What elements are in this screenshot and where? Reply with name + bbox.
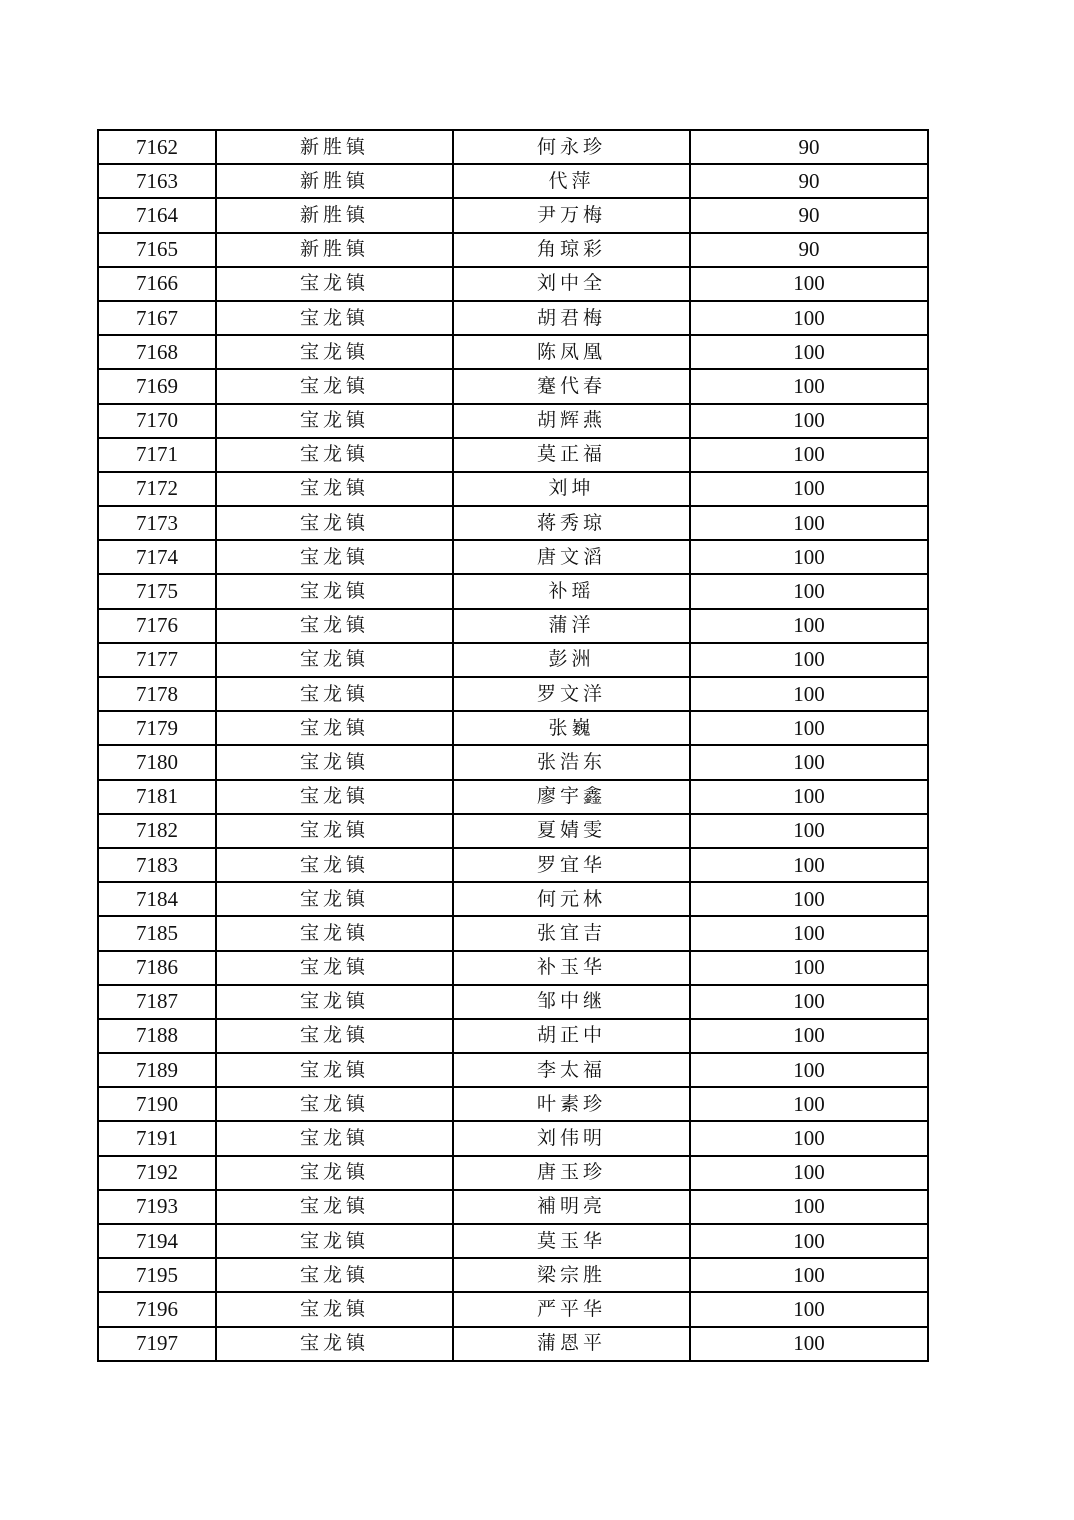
cell-serial-number: 7184	[98, 882, 216, 916]
cell-person-name: 角琼彩	[453, 233, 690, 267]
cell-serial-number: 7181	[98, 780, 216, 814]
cell-serial-number: 7193	[98, 1190, 216, 1224]
cell-town: 宝龙镇	[216, 1156, 453, 1190]
cell-serial-number: 7162	[98, 130, 216, 164]
cell-serial-number: 7179	[98, 711, 216, 745]
cell-serial-number: 7182	[98, 814, 216, 848]
cell-serial-number: 7192	[98, 1156, 216, 1190]
cell-serial-number: 7183	[98, 848, 216, 882]
cell-serial-number: 7185	[98, 916, 216, 950]
table-row	[98, 130, 928, 164]
cell-town: 宝龙镇	[216, 745, 453, 779]
table-row	[98, 1224, 928, 1258]
cell-serial-number: 7190	[98, 1087, 216, 1121]
table-row	[98, 643, 928, 677]
cell-amount: 100	[690, 574, 928, 608]
cell-amount: 90	[690, 233, 928, 267]
cell-town: 宝龙镇	[216, 574, 453, 608]
table-row	[98, 1156, 928, 1190]
cell-serial-number: 7178	[98, 677, 216, 711]
cell-person-name: 刘伟明	[453, 1121, 690, 1155]
table-row	[98, 609, 928, 643]
table-row	[98, 814, 928, 848]
table-row	[98, 1292, 928, 1326]
cell-amount: 100	[690, 1087, 928, 1121]
cell-amount: 100	[690, 506, 928, 540]
cell-person-name: 何元林	[453, 882, 690, 916]
cell-town: 宝龙镇	[216, 301, 453, 335]
table-row	[98, 780, 928, 814]
cell-town: 宝龙镇	[216, 916, 453, 950]
cell-town: 宝龙镇	[216, 609, 453, 643]
table-row	[98, 198, 928, 232]
cell-amount: 100	[690, 780, 928, 814]
cell-amount: 100	[690, 369, 928, 403]
cell-amount: 100	[690, 951, 928, 985]
cell-amount: 100	[690, 1156, 928, 1190]
cell-person-name: 刘坤	[453, 472, 690, 506]
cell-town: 宝龙镇	[216, 1258, 453, 1292]
cell-amount: 100	[690, 1053, 928, 1087]
cell-person-name: 胡辉燕	[453, 404, 690, 438]
cell-serial-number: 7176	[98, 609, 216, 643]
table-row	[98, 848, 928, 882]
table-row	[98, 506, 928, 540]
cell-amount: 100	[690, 814, 928, 848]
table-row	[98, 711, 928, 745]
cell-amount: 90	[690, 198, 928, 232]
cell-town: 宝龙镇	[216, 985, 453, 1019]
cell-serial-number: 7196	[98, 1292, 216, 1326]
cell-town: 新胜镇	[216, 164, 453, 198]
cell-amount: 100	[690, 1121, 928, 1155]
cell-serial-number: 7170	[98, 404, 216, 438]
cell-town: 新胜镇	[216, 198, 453, 232]
cell-town: 宝龙镇	[216, 677, 453, 711]
cell-person-name: 何永珍	[453, 130, 690, 164]
table-row	[98, 574, 928, 608]
cell-town: 新胜镇	[216, 130, 453, 164]
table-row	[98, 882, 928, 916]
cell-person-name: 蒲洋	[453, 609, 690, 643]
cell-person-name: 补瑶	[453, 574, 690, 608]
cell-serial-number: 7172	[98, 472, 216, 506]
cell-town: 宝龙镇	[216, 369, 453, 403]
table-row	[98, 267, 928, 301]
roster-table-body	[98, 130, 928, 1361]
cell-town: 宝龙镇	[216, 1019, 453, 1053]
table-row	[98, 985, 928, 1019]
cell-town: 宝龙镇	[216, 1190, 453, 1224]
cell-person-name: 尹万梅	[453, 198, 690, 232]
cell-amount: 100	[690, 438, 928, 472]
cell-person-name: 叶素珍	[453, 1087, 690, 1121]
cell-town: 宝龙镇	[216, 472, 453, 506]
cell-amount: 100	[690, 335, 928, 369]
cell-town: 宝龙镇	[216, 1292, 453, 1326]
table-row	[98, 1190, 928, 1224]
cell-town: 新胜镇	[216, 233, 453, 267]
table-row	[98, 1087, 928, 1121]
cell-town: 宝龙镇	[216, 404, 453, 438]
table-row	[98, 1053, 928, 1087]
cell-town: 宝龙镇	[216, 1053, 453, 1087]
cell-town: 宝龙镇	[216, 540, 453, 574]
table-row	[98, 745, 928, 779]
cell-person-name: 胡君梅	[453, 301, 690, 335]
cell-person-name: 罗宜华	[453, 848, 690, 882]
cell-serial-number: 7197	[98, 1327, 216, 1361]
cell-person-name: 张巍	[453, 711, 690, 745]
cell-person-name: 廖宇鑫	[453, 780, 690, 814]
table-row	[98, 233, 928, 267]
cell-person-name: 李太福	[453, 1053, 690, 1087]
cell-person-name: 张宜吉	[453, 916, 690, 950]
cell-person-name: 梁宗胜	[453, 1258, 690, 1292]
cell-serial-number: 7186	[98, 951, 216, 985]
cell-serial-number: 7188	[98, 1019, 216, 1053]
cell-amount: 100	[690, 1190, 928, 1224]
cell-amount: 100	[690, 677, 928, 711]
cell-person-name: 唐玉珍	[453, 1156, 690, 1190]
table-row	[98, 472, 928, 506]
cell-serial-number: 7163	[98, 164, 216, 198]
table-row	[98, 1019, 928, 1053]
cell-amount: 100	[690, 1224, 928, 1258]
cell-amount: 100	[690, 267, 928, 301]
table-row	[98, 1258, 928, 1292]
cell-amount: 100	[690, 540, 928, 574]
cell-person-name: 补玉华	[453, 951, 690, 985]
cell-amount: 100	[690, 1019, 928, 1053]
cell-amount: 100	[690, 643, 928, 677]
table-row	[98, 951, 928, 985]
table-row	[98, 540, 928, 574]
cell-town: 宝龙镇	[216, 267, 453, 301]
cell-serial-number: 7171	[98, 438, 216, 472]
cell-person-name: 刘中全	[453, 267, 690, 301]
cell-person-name: 夏婧雯	[453, 814, 690, 848]
cell-amount: 100	[690, 1258, 928, 1292]
cell-amount: 100	[690, 472, 928, 506]
cell-person-name: 補明亮	[453, 1190, 690, 1224]
cell-person-name: 严平华	[453, 1292, 690, 1326]
cell-serial-number: 7166	[98, 267, 216, 301]
cell-amount: 100	[690, 1327, 928, 1361]
cell-serial-number: 7195	[98, 1258, 216, 1292]
cell-serial-number: 7177	[98, 643, 216, 677]
cell-person-name: 张浩东	[453, 745, 690, 779]
cell-town: 宝龙镇	[216, 643, 453, 677]
table-row	[98, 404, 928, 438]
cell-person-name: 莫玉华	[453, 1224, 690, 1258]
cell-amount: 90	[690, 164, 928, 198]
cell-serial-number: 7187	[98, 985, 216, 1019]
cell-person-name: 唐文滔	[453, 540, 690, 574]
table-row	[98, 677, 928, 711]
cell-person-name: 彭洲	[453, 643, 690, 677]
cell-person-name: 蒲恩平	[453, 1327, 690, 1361]
cell-town: 宝龙镇	[216, 848, 453, 882]
table-row	[98, 164, 928, 198]
roster-table	[97, 129, 929, 1362]
cell-town: 宝龙镇	[216, 882, 453, 916]
cell-serial-number: 7167	[98, 301, 216, 335]
cell-amount: 100	[690, 985, 928, 1019]
cell-serial-number: 7169	[98, 369, 216, 403]
cell-person-name: 代萍	[453, 164, 690, 198]
cell-person-name: 陈凤凰	[453, 335, 690, 369]
cell-serial-number: 7180	[98, 745, 216, 779]
cell-serial-number: 7175	[98, 574, 216, 608]
cell-person-name: 邹中继	[453, 985, 690, 1019]
cell-amount: 100	[690, 882, 928, 916]
cell-serial-number: 7191	[98, 1121, 216, 1155]
table-row	[98, 1327, 928, 1361]
cell-town: 宝龙镇	[216, 438, 453, 472]
cell-person-name: 蹇代春	[453, 369, 690, 403]
cell-person-name: 胡正中	[453, 1019, 690, 1053]
cell-town: 宝龙镇	[216, 1224, 453, 1258]
cell-amount: 100	[690, 745, 928, 779]
cell-serial-number: 7194	[98, 1224, 216, 1258]
cell-town: 宝龙镇	[216, 951, 453, 985]
cell-amount: 100	[690, 916, 928, 950]
cell-town: 宝龙镇	[216, 711, 453, 745]
cell-person-name: 莫正福	[453, 438, 690, 472]
table-row	[98, 1121, 928, 1155]
cell-serial-number: 7164	[98, 198, 216, 232]
cell-amount: 100	[690, 301, 928, 335]
cell-person-name: 蒋秀琼	[453, 506, 690, 540]
table-row	[98, 369, 928, 403]
cell-amount: 100	[690, 711, 928, 745]
cell-serial-number: 7174	[98, 540, 216, 574]
cell-town: 宝龙镇	[216, 780, 453, 814]
table-row	[98, 916, 928, 950]
cell-town: 宝龙镇	[216, 1121, 453, 1155]
cell-serial-number: 7165	[98, 233, 216, 267]
cell-town: 宝龙镇	[216, 1087, 453, 1121]
table-row	[98, 335, 928, 369]
cell-amount: 100	[690, 848, 928, 882]
cell-amount: 100	[690, 404, 928, 438]
cell-town: 宝龙镇	[216, 506, 453, 540]
cell-serial-number: 7168	[98, 335, 216, 369]
cell-amount: 90	[690, 130, 928, 164]
cell-person-name: 罗文洋	[453, 677, 690, 711]
cell-amount: 100	[690, 1292, 928, 1326]
table-row	[98, 438, 928, 472]
cell-serial-number: 7189	[98, 1053, 216, 1087]
cell-serial-number: 7173	[98, 506, 216, 540]
cell-town: 宝龙镇	[216, 335, 453, 369]
cell-amount: 100	[690, 609, 928, 643]
table-row	[98, 301, 928, 335]
cell-town: 宝龙镇	[216, 1327, 453, 1361]
cell-town: 宝龙镇	[216, 814, 453, 848]
